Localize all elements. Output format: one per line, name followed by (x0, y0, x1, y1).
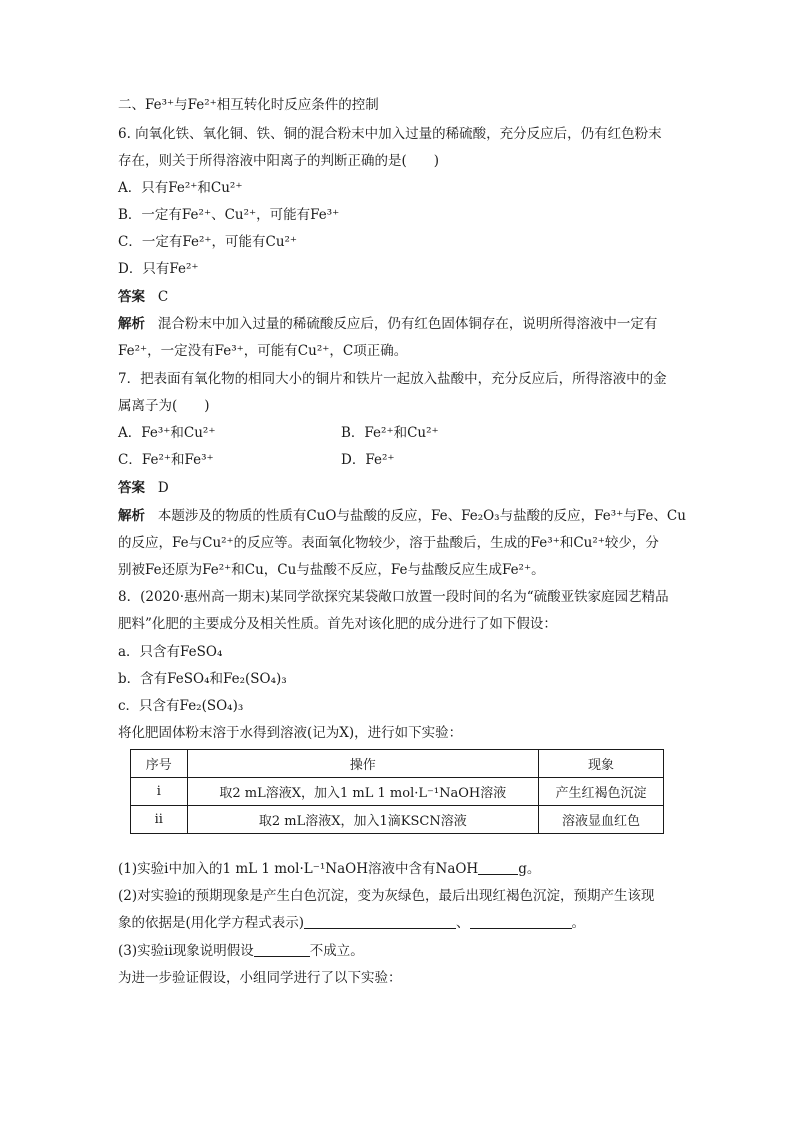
table-header-row (131, 750, 664, 778)
q6-analysis-line-2: Fe²⁺，一定没有Fe³⁺，可能有Cu²⁺，C项正确。 (118, 343, 408, 359)
q7-analysis-line-3: 别被Fe还原为Fe²⁺和Cu，Cu与盐酸不反应，Fe与盐酸反应生成Fe²⁺。 (118, 562, 545, 578)
q8-closing: 为进一步验证假设，小组同学进行了以下实验： (118, 970, 402, 986)
q6-option-a: A．只有Fe²⁺和Cu²⁺ (118, 180, 243, 196)
table-cell: 取2 mL溶液X，加入1 mL 1 mol·L⁻¹NaOH溶液 (187, 778, 538, 806)
table-header: 序号 (131, 750, 188, 778)
answer-blank[interactable] (470, 914, 572, 929)
sub3-text: (3)实验ⅱ现象说明假设 (118, 943, 254, 959)
answer-value: D (157, 480, 169, 496)
q7-options-row-1 (118, 424, 439, 442)
q8-sub-question-3 (118, 942, 364, 960)
analysis-text: 混合粉末中加入过量的稀硫酸反应后，仍有红色固体铜存在，说明所得溶液中一定有 (157, 316, 658, 332)
q6-option-b: B．一定有Fe²⁺、Cu²⁺，可能有Fe³⁺ (118, 207, 340, 223)
q6-stem-line-1: 6. 向氧化铁、氧化铜、铁、铜的混合粉末中加入过量的稀硫酸，充分反应后，仍有红色粉末 (118, 126, 662, 142)
table-cell: 产生红褐色沉淀 (539, 778, 664, 806)
q8-intro: 将化肥固体粉末溶于水得到溶液(记为X)，进行如下实验： (118, 725, 463, 741)
analysis-label: 解析 (118, 316, 145, 332)
q7-stem-line-2: 属离子为( ) (118, 398, 210, 414)
q8-hypothesis-c: c．只含有Fe₂(SO₄)₃ (118, 698, 244, 714)
q8-sub-question-2-line-1: (2)对实验ⅰ的预期现象是产生白色沉淀，变为灰绿色，最后出现红褐色沉淀，预期产生该现 (118, 888, 655, 904)
table-cell: 溶液显血红色 (539, 806, 664, 834)
q8-stem-line-2: 肥料”化肥的主要成分及相关性质。首先对该化肥的成分进行了如下假设： (118, 616, 557, 632)
sub2-end: 。 (571, 915, 586, 931)
sub1-unit: g。 (518, 861, 541, 877)
answer-blank[interactable] (478, 860, 518, 875)
q8-hypothesis-b: b．含有FeSO₄和Fe₂(SO₄)₃ (118, 671, 287, 687)
table-header: 操作 (187, 750, 538, 778)
answer-blank[interactable] (304, 914, 456, 929)
experiment-table (130, 749, 664, 834)
answer-value: C (157, 289, 169, 305)
table-row (131, 806, 664, 834)
q6-option-d: D．只有Fe²⁺ (118, 261, 199, 277)
sub2-separator: 、 (456, 915, 470, 931)
q8-hypothesis-a: a．只含有FeSO₄ (118, 644, 223, 660)
answer-blank[interactable] (254, 942, 310, 957)
answer-label: 答案 (118, 480, 145, 496)
q8-stem-line-1: 8．(2020·惠州高一期末)某同学欲探究某袋敞口放置一段时间的名为“硫酸亚铁家庭园艺精品 (118, 589, 669, 605)
sub3-end: 不成立。 (309, 943, 364, 959)
q7-analysis-line-1 (118, 507, 686, 525)
table-cell: i (131, 778, 188, 806)
section-title: 二、Fe³⁺与Fe²⁺相互转化时反应条件的控制 (118, 97, 379, 113)
table-row (131, 778, 664, 806)
q6-option-c: C．一定有Fe²⁺，可能有Cu²⁺ (118, 234, 298, 250)
q6-analysis-line-1 (118, 315, 657, 333)
q8-sub-question-2-line-2 (118, 914, 585, 932)
sub2-text: 象的依据是(用化学方程式表示) (118, 915, 305, 931)
table-header: 现象 (539, 750, 664, 778)
q7-option-b: B．Fe²⁺和Cu²⁺ (341, 425, 439, 441)
q6-stem-line-2: 存在，则关于所得溶液中阳离子的判断正确的是( ) (118, 153, 440, 169)
q6-answer (118, 288, 168, 306)
analysis-text: 本题涉及的物质的性质有CuO与盐酸的反应，Fe、Fe₂O₃与盐酸的反应，Fe³⁺与Fe、Cu (157, 508, 686, 524)
table-cell: ii (131, 806, 188, 834)
q7-option-d: D．Fe²⁺ (341, 452, 395, 468)
q8-sub-question-1 (118, 860, 540, 878)
q7-options-row-2 (118, 451, 395, 469)
q7-analysis-line-2: 的反应，Fe与Cu²⁺的反应等。表面氧化物较少，溶于盐酸后，生成的Fe³⁺和Cu²⁺较少，分 (118, 535, 659, 551)
q7-stem-line-1: 7．把表面有氧化物的相同大小的铜片和铁片一起放入盐酸中，充分反应后，所得溶液中的金 (118, 371, 667, 387)
sub1-text: (1)实验ⅰ中加入的1 mL 1 mol·L⁻¹NaOH溶液中含有NaOH (118, 861, 479, 877)
table-cell: 取2 mL溶液X，加入1滴KSCN溶液 (187, 806, 538, 834)
analysis-label: 解析 (118, 508, 145, 524)
q7-answer (118, 479, 169, 497)
answer-label: 答案 (118, 289, 145, 305)
q7-option-a: A．Fe³⁺和Cu²⁺ (118, 425, 216, 441)
q7-option-c: C．Fe²⁺和Fe³⁺ (118, 452, 214, 468)
